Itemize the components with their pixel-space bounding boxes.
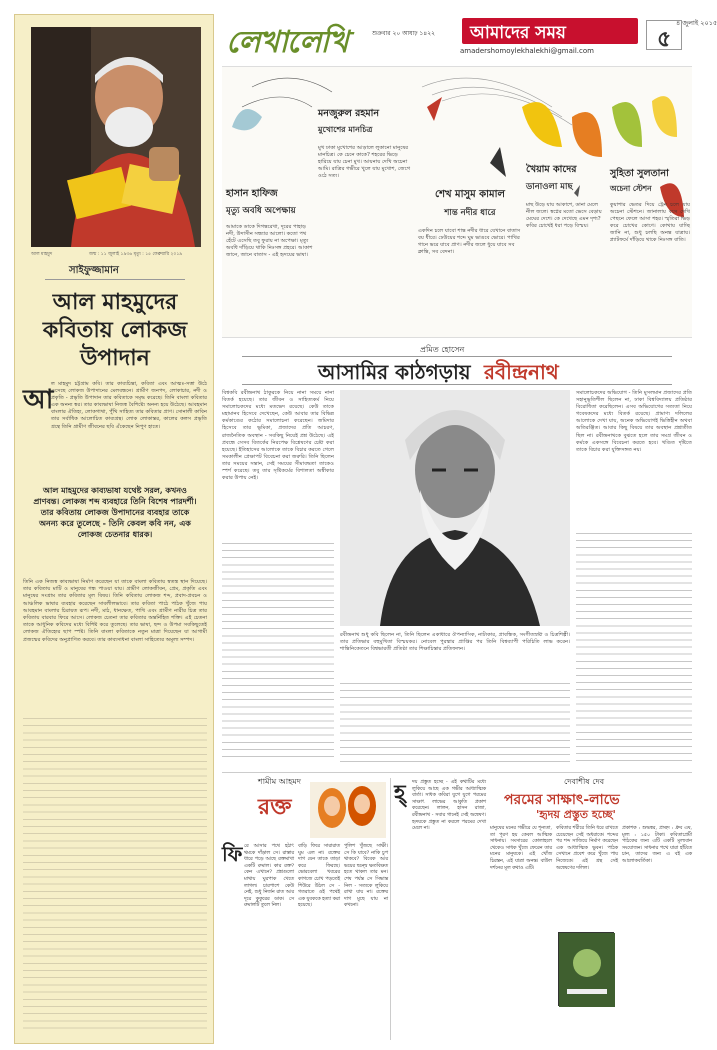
author-photo	[31, 27, 201, 247]
poem-4-body: মাছ উড়ে যায় আকাশে, ডানা মেলে নীল জলে। স্বপ্নের মতো ভেসে বেড়ায় মেঘের দেশে। কে দেখেছে এমন দৃশ্য? কবির চোখেই ধরা পড়ে বিস্ময়।	[526, 202, 602, 230]
photo-caption-left: আল মাহমুদ	[31, 252, 53, 257]
left-column	[14, 14, 214, 1044]
poem-4-title: ডানাওলা মাছ	[526, 182, 573, 192]
story-author: শামীম আহমদ	[258, 777, 301, 786]
feature-title-accent: রবীন্দ্রনাথ	[484, 360, 559, 384]
book-cover-image	[559, 933, 615, 1007]
day-line: শুক্রবার ২০ আষাঢ় ১৪২২	[372, 30, 435, 37]
story-block	[222, 774, 388, 1044]
masthead: লেখালেখি ৪ জুলাই ২০১৫ আমাদের সময় শুক্রবার ২০ আষাঢ় ১৪২২ amadershomoylekhalekhi@gmail.com ৫	[222, 14, 692, 62]
feature-title-plain: আসামির কাঠগড়ায়	[318, 360, 471, 384]
essay-block	[394, 774, 692, 1044]
book-cover	[558, 932, 614, 1006]
poem-3-body: একদিন চলে যাবো শান্ত নদীর ধারে যেখানে বাতাস বয় ধীরে। ঢেউয়ের শব্দে ঘুম ভাঙবে ভোরে। পাখির গানে ভরে যাবে প্রাণ। নদীর জলে ধুয়ে যাবে সব ক্লান্তি, সব বেদনা।	[418, 228, 521, 256]
left-body-texture	[23, 715, 207, 1035]
left-body-intro: ল মাহমুদ চট্টগ্রাম কবি। তার কাব্যচিন্তা, কবিতা এবং আত্মঃ-সত্তা উঠে এসেছে লোকজ উপাদানের মেলবন্ধনে। গ্রামীণ জনপদ, লোকাচার, নদী ও প্রকৃতি - প্রভৃতি উপাদান তার কবিতাকে সমৃদ্ধ করেছে। তিনি বাংলা কবিতার এক অনন্য স্বর। তার কাব্যভাষা নিজস্ব বৈশিষ্ট্যে অনন্য হয়ে উঠেছে। আবহমান বাংলার ঐতিহ্য, লোকগাথা, পুঁথি সাহিত্য তার কবিতার প্রাণ। সোনালী কাবিন তার সর্বাধিক আলোচিত কাব্যগ্রন্থ। লোক লোকান্তর, কালের কলস প্রভৃতি গ্রন্থে তিনি গ্রামীণ জীবনের ছবি এঁকেছেন নিপুণ হাতে।	[51, 381, 207, 430]
poem-2-body: মুখ ঢাকা মুখোশের আড়ালে লুকানো মানুষের মানচিত্র। কে চেনে কাকে? শহরের ভিড়ে হারিয়ে যায় চেনা মুখ। আয়নায় দেখি অচেনা আমি। রাত্রির গভীরে খুলে যায় মুখোশ, জেগে ওঠে সত্য।	[318, 145, 411, 180]
url-line: amadershomoylekhalekhi@gmail.com	[460, 47, 594, 55]
paper-name: আমাদের সময়	[470, 23, 566, 43]
paper-logo	[462, 18, 638, 44]
poet-portrait-image	[31, 27, 201, 247]
page-number-box	[646, 20, 682, 50]
essay-title-2: 'হৃদয় প্রস্তুত হচ্ছে'	[536, 808, 616, 821]
poem-5	[610, 167, 690, 337]
essay-title-1: পরমের সাক্ষাৎ-লাভে	[504, 792, 620, 808]
poem-5-title: অচেনা স্টেশন	[610, 184, 652, 193]
essay-col-1: দয় প্রস্তুত হচ্ছে - এই কথাটির মধ্যে লুকিয়ে আছে এক গভীর আধ্যাত্মিক বার্তা। সাধক কবিরা যুগে যুগে পরমের সাক্ষাৎ লাভের আকুতি প্রকাশ করেছেন। লালন, হাসন রাজা, রবীন্দ্রনাথ - সবার গানেই সেই অন্বেষণ। হৃদয়কে প্রস্তুত না করলে পরমের দেখা মেলে না।	[412, 780, 486, 832]
page-number: ৫	[657, 26, 672, 52]
left-pullquote: আল মাহমুদের কাব্যভাষা যথেষ্ট সরল, কখনও প্রাণবন্ত। লোকজ শব্দ ব্যবহারে তিনি বিশেষ পারদর্শী। তার কবিতায় লোকজ উপাদানের ব্যবহার তাকে অনন্য করে তুলেছে - তিনি কেবল কবি নন, এক লোকজ চেতনার ধারক।	[33, 485, 197, 539]
story-col-2: বাড়ি ফিরে সারারাত ঘুম এল না। রক্তের দাগ যেন তাকে তাড়া করে ফিরছে। ভোরবেলা খবরের কাগজে চোখ পড়তেই শিউরে উঠল সে - গতরাতে ওই পথেই এক যুবককে হত্যা করা হয়েছে।	[298, 844, 340, 909]
poem-4	[526, 163, 606, 335]
essay-col-4: প্রকাশক : শুদ্ধস্বর, প্রচ্ছদ : ধ্রুব এষ, মূল্য : ১৫০ টাকা। কবিতাপ্রেমী পাঠকের জন্য এটি একটি মূল্যবান সংযোজন। সাধনার পথে যারা হাঁটতে চান, তাদের জন্য এ বই এক আলোকবর্তিকা।	[622, 826, 692, 864]
photo-caption-right: জন্ম : ১১ জুলাই ১৯৩৬ মৃত্যু : ১৫ ফেব্রুয়ারি ২০১৯	[89, 252, 183, 257]
essay-col-3: কবিতার শরীরে তিনি ধরে রাখতে চেয়েছেন সেই অধরাকে। শব্দের পর শব্দ সাজিয়ে নির্মাণ করেছেন এক আধ্যাত্মিক ভুবন। পাঠক সেখানে প্রবেশ করে খুঁজে পায় নিজেকে। এই গ্রন্থ সেই অন্বেষণের দলিল।	[556, 826, 618, 871]
feature-col-2-texture	[340, 680, 570, 762]
left-dropcap: আ	[23, 385, 54, 415]
poem-3	[418, 187, 522, 337]
story-dropcap: ফি	[222, 842, 243, 866]
feature-author: প্রমিত হোসেন	[420, 345, 465, 354]
poem-1	[226, 187, 316, 337]
poem-1-body: আমাকে ডাকে দিগন্তরেখা, দূরের পাহাড় নদী, উদাসীন সন্ধ্যার আলো। কতো পথ হেঁটে এসেছি তবু ফুরায় না অপেক্ষা। মৃত্যু অবধি দাঁড়িয়ে থাকি নিঃসঙ্গ প্রহরে। আকাশ জানে, জানে বাতাস - এই হৃদয়ের ভাষা।	[226, 224, 313, 259]
left-author: সাইফুজ্জামান	[69, 265, 119, 276]
essay-col-2: মানুষের মনের গভীরে যে শূন্যতা, তা পূরণ হয় কেবল আত্মিক সাধনায়। সংসারের কোলাহলে থেকেও সাধক খুঁজে ফেরেন তার মনের মানুষকে। এই খোঁজ চিরন্তন, এই যাত্রা অনন্ত। বাউল দর্শনের মূল কথাও এটি।	[490, 826, 552, 871]
story-col-1: রে আসার পথে হঠাৎ থমকে দাঁড়াল সে। রাস্তার ধারে পড়ে আছে রক্তমাখা একটি রুমাল। কার রক্ত? কেন এখানে? প্রশ্নগুলো মাথায় ঘুরপাক খেতে লাগল। চারপাশে কেউ নেই, শুধু নির্জন রাত আর দূরে কুকুরের ডাক। সে রুমালটি তুলে নিল।	[244, 844, 294, 909]
poem-2-poet: মনজুরুল রহমান	[318, 108, 380, 119]
essay-author: দেবাশীষ দেব	[564, 777, 605, 786]
poem-1-poet: হাসান হাফিজ	[226, 188, 278, 199]
poems-strip	[222, 66, 692, 338]
rabindranath-portrait	[340, 390, 570, 626]
poem-3-title: শান্ত নদীর ধারে	[444, 208, 496, 218]
feature-col-2: রবীন্দ্রনাথ শুধু কবি ছিলেন না, তিনি ছিলেন একাধারে ঔপন্যাসিক, নাট্যকার, প্রাবন্ধিক, সংগীতস্রষ্টা ও চিত্রশিল্পী। তার প্রতিভার বহুমুখিতা বিস্ময়কর। নোবেল পুরস্কার প্রাপ্তির পর তিনি বিশ্বব্যাপী পরিচিতি লাভ করেন। শান্তিনিকেতনে বিশ্বভারতী প্রতিষ্ঠা তার শিক্ষাচিন্তার প্রতিফলন।	[340, 632, 570, 653]
poem-5-poet: সুহিতা সুলতানা	[610, 168, 669, 179]
story-title: রক্ত	[258, 794, 292, 820]
poem-1-title: মৃত্যু অবধি অপেক্ষায়	[226, 206, 296, 216]
left-body-rest: তিনি এক নিজস্ব কাব্যভাষা নির্মাণ করেছেন যা তাকে বাংলা কবিতায় স্বতন্ত্র স্থান দিয়েছে। তার কবিতায় মাটি ও মানুষের গন্ধ পাওয়া যায়। গ্রামীণ লোকজীবন, প্রেম, প্রকৃতি এবং মানুষের সংগ্রাম তার কবিতার মূল বিষয়। তিনি কবিতায় লোকজ শব্দ, প্রবাদ-প্রবচন ও আঞ্চলিক ভাষার ব্যবহার করেছেন সাবলীলভাবে। তার কবিতা পাঠে পাঠক খুঁজে পায় আবহমান বাংলার চিরায়ত রূপ। নদী, মাঠ, ধানক্ষেত, পাখি এবং গ্রামীণ নারীর চিত্র তার কবিতায় বারবার ফিরে আসে। লোকজ চেতনা তার কবিতার অন্তর্নিহিত শক্তি। এই চেতনা তাকে আধুনিক কবিদের মধ্যে বিশিষ্ট করে তুলেছে। তার ভাষা, ছন্দ ও উপমা সবকিছুতেই লোকজ ঐতিহ্যের ছাপ স্পষ্ট। তিনি বাংলা কবিতাকে নতুন মাত্রা দিয়েছেন যা আগামী প্রজন্মের কবিদের অনুপ্রাণিত করবে। তার কাব্যসাধনা বাংলা সাহিত্যের অমূল্য সম্পদ।	[23, 579, 207, 643]
poem-3-poet: শেখ মাসুম কামাল	[435, 189, 505, 200]
feature-col-1: বিশ্বকবি রবীন্দ্রনাথ ঠাকুরকে নিয়ে নানা সময়ে নানা বিতর্ক হয়েছে। তার জীবন ও সাহিত্যকর্ম নিয়ে সমালোচকদের মধ্যে মতভেদ রয়েছে। কেউ তাকে মহামানব হিসেবে দেখেছেন, কেউ আবার তার বিভিন্ন কর্মকাণ্ডের কঠোর সমালোচনা করেছেন। জমিদার হিসেবে তার ভূমিকা, প্রজাদের প্রতি আচরণ, রাজনৈতিক অবস্থান - সবকিছু নিয়েই প্রশ্ন উঠেছে। এই প্রবন্ধে সেসব বিতর্কের নিরপেক্ষ বিশ্লেষণের চেষ্টা করা হয়েছে। ইতিহাসের আলোকে তাকে বিচার করতে গেলে সমকালীন প্রেক্ষাপট বিবেচনা করা জরুরি। তিনি ছিলেন তার সময়ের সন্তান, সেই সময়ের সীমাবদ্ধতা তাকেও স্পর্শ করেছে। তবু তার সৃষ্টিকর্মের বিশালতা অস্বীকার করার উপায় নেই।	[222, 390, 334, 482]
story-art-image	[310, 782, 386, 838]
left-title-2: কবিতায় লোকজ	[42, 317, 188, 343]
left-title-3: উপাদান	[80, 345, 150, 371]
rabindranath-photo-image	[340, 390, 570, 626]
story-col-3: পুলিশ খুঁজছে সাক্ষী। সে কি যাবে? নাকি চুপ থাকবে? বিবেক আর ভয়ের দ্বন্দ্বে ক্ষতবিক্ষত হতে থাকল তার মন। শেষ পর্যন্ত সে সিদ্ধান্ত নিল - সত্যকে লুকিয়ে রাখা যায় না। রক্তের দাগ মুছে যায় না কখনো।	[344, 844, 388, 909]
feature-col-1-texture	[222, 540, 334, 760]
poem-2	[318, 107, 412, 335]
poem-5-body: কুয়াশার ভেতর দিয়ে ট্রেন চলে যায় অচেনা স্টেশনে। জানালায় বসে দেখি পেছনে ফেলে আসা শহর। স্মৃতিরা ভিড় করে চোখের কোণে। কোথায় যাচ্ছি জানি না, শুধু চলছি অনন্ত যাত্রায়। প্ল্যাটফর্মে দাঁড়িয়ে থাকে নিঃসঙ্গ বাতি।	[610, 202, 690, 244]
essay-dropcap: হ্	[394, 780, 406, 806]
story-illustration	[310, 782, 386, 838]
feature-col-3: সমালোচকদের অভিযোগ - তিনি মুসলমান প্রজাদের প্রতি সহানুভূতিশীল ছিলেন না, ঢাকা বিশ্ববিদ্যালয় প্রতিষ্ঠার বিরোধিতা করেছিলেন। এসব অভিযোগের সত্যতা নিয়ে গবেষকদের মধ্যে বিতর্ক রয়েছে। প্রামাণ্য দলিলের আলোকে দেখা যায়, অনেক অভিযোগই ভিত্তিহীন অথবা অতিরঞ্জিত। আবার কিছু বিষয়ে তার অবস্থান প্রশ্নাতীত ছিল না। রবীন্দ্রনাথকে বুঝতে হলে তার সমগ্র জীবন ও কর্মকে একসঙ্গে বিবেচনা করতে হবে। খণ্ডিত দৃষ্টিতে তাকে বিচার করা যুক্তিসঙ্গত নয়।	[576, 390, 692, 453]
poem-4-poet: খৈয়াম কাদের	[526, 164, 577, 175]
left-title-1: আল মাহমুদের	[52, 289, 178, 315]
section-logo: লেখালেখি	[226, 25, 348, 60]
feature-col-3-texture	[576, 530, 692, 762]
poem-2-title: মুখোশের মানচিত্র	[318, 124, 373, 134]
center-feature	[222, 340, 692, 770]
